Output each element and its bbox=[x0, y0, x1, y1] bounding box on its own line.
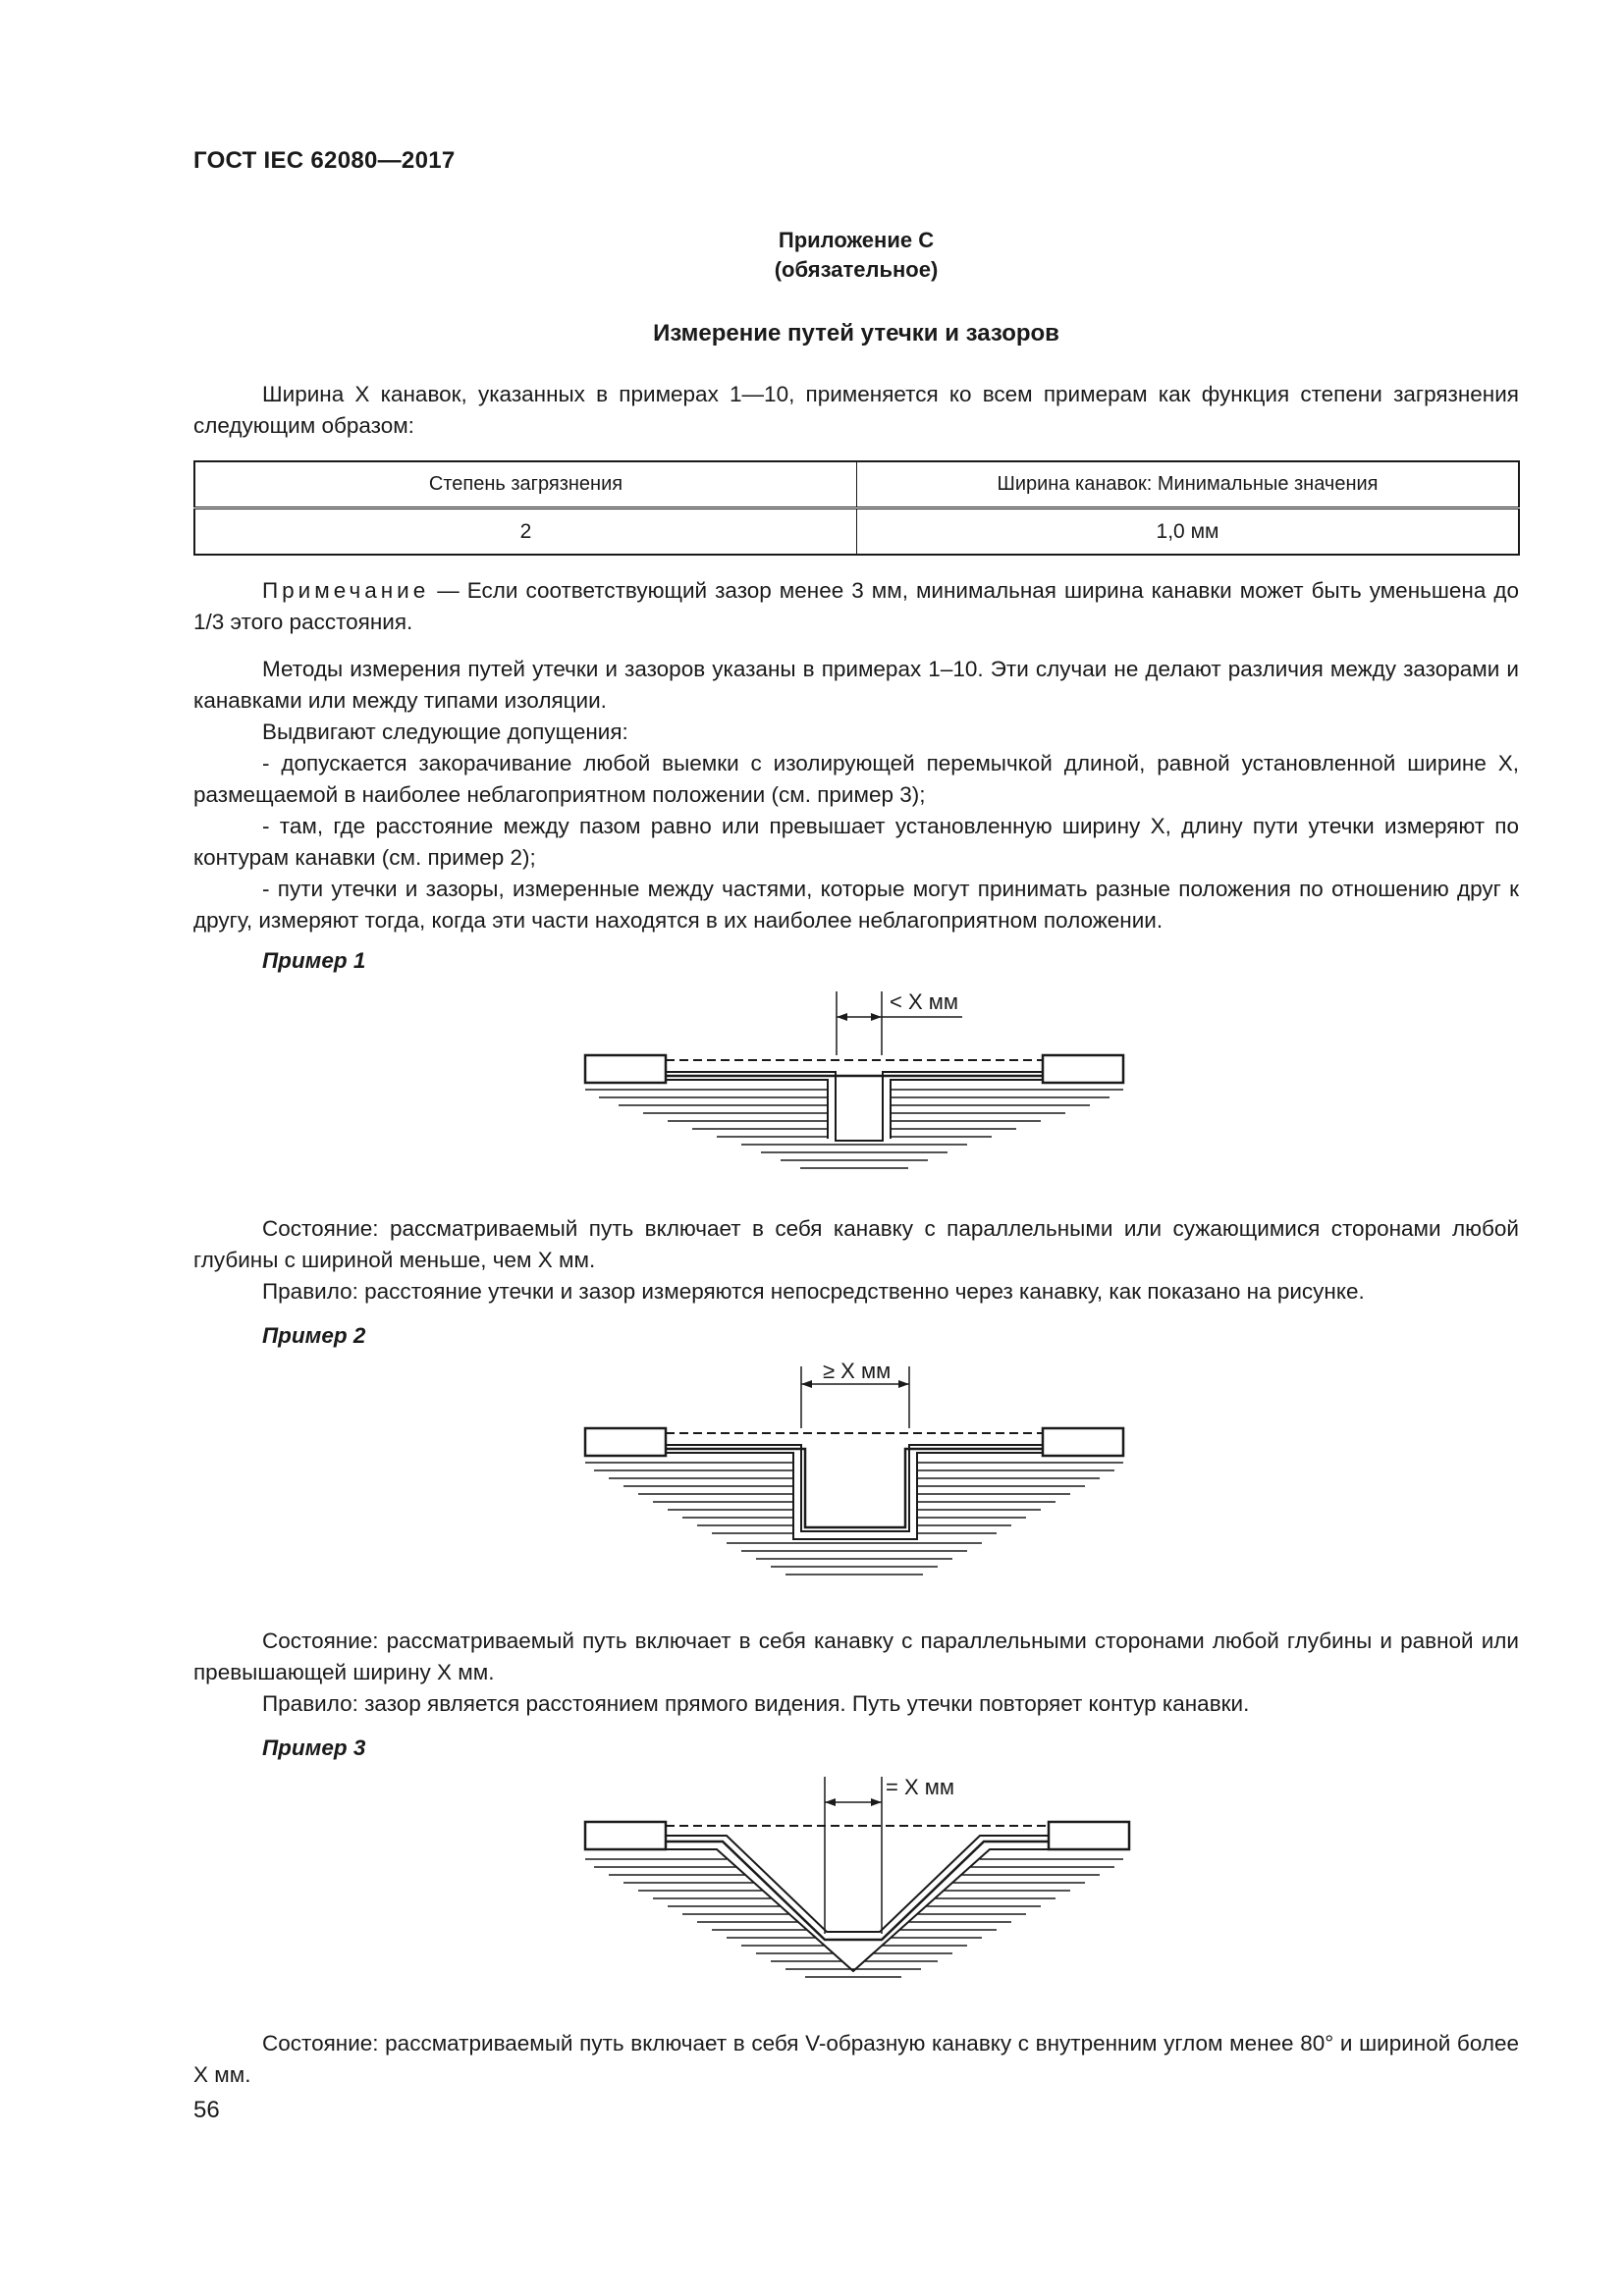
hatching bbox=[585, 1463, 1123, 1575]
example-2-title: Пример 2 bbox=[262, 1323, 366, 1348]
arrow-head bbox=[837, 1013, 847, 1021]
left-conductor bbox=[585, 1822, 666, 1849]
example-1-figure bbox=[569, 982, 1139, 1188]
note-text: — Если соответствующий зазор менее 3 мм, минимальная ширина канавки может быть уменьшена до 1/3 этого расстояния. bbox=[193, 578, 1519, 634]
left-conductor bbox=[585, 1428, 666, 1456]
note-paragraph bbox=[193, 575, 1519, 638]
example-2-rule: Правило: зазор является расстоянием прямого видения. Путь утечки повторяет контур канавки. bbox=[262, 1691, 1250, 1716]
assumption-item: - допускается закорачивание любой выемки с изолирующей перемычкой длиной, равной установленной ширине Х, размещаемой в наиболее неблагоприятном положении (см. пример 3); bbox=[193, 751, 1519, 807]
right-conductor bbox=[1043, 1428, 1123, 1456]
intro-paragraph: Ширина Х канавок, указанных в примерах 1—10, применяется ко всем примерам как функция степени загрязнения следующим образом: bbox=[193, 382, 1519, 438]
table-row bbox=[194, 508, 1519, 556]
hatching bbox=[585, 1090, 1123, 1168]
insulation-surface bbox=[666, 1445, 1043, 1531]
note-label: Примечание bbox=[262, 578, 430, 603]
assumption-item: - пути утечки и зазоры, измеренные между частями, которые могут принимать разные положения по отношению друг к другу, измеряют тогда, когда эти части находятся в их наиболее неблагоприятном положении. bbox=[193, 877, 1519, 933]
arrow-head bbox=[871, 1798, 882, 1806]
table-header-cell: Степень загрязнения bbox=[194, 461, 857, 508]
example-1-rule: Правило: расстояние утечки и зазор измеряются непосредственно через канавку, как показано на рисунке. bbox=[262, 1279, 1365, 1304]
annex-title: Приложение С bbox=[778, 228, 935, 252]
table-cell: 2 bbox=[194, 508, 857, 556]
dimension-label: = Х мм bbox=[886, 1775, 954, 1799]
table-cell: 1,0 мм bbox=[857, 508, 1520, 556]
assumption-item: - там, где расстояние между пазом равно или превышает установленную ширину Х, длину пути утечки измеряют по контурам канавки (см. пример 2); bbox=[193, 814, 1519, 870]
arrow-head bbox=[825, 1798, 836, 1806]
example-2-figure bbox=[569, 1355, 1139, 1590]
annex-heading bbox=[193, 226, 1519, 285]
insulation-surface bbox=[666, 1080, 1043, 1139]
example-2-condition: Состояние: рассматриваемый путь включает в себя канавку с параллельными сторонами любой глубины и равной или превышающей ширину Х мм. bbox=[193, 1629, 1519, 1684]
insulation-surface bbox=[666, 1072, 1043, 1141]
methods-paragraph: Методы измерения путей утечки и зазоров указаны в примерах 1–10. Эти случаи не делают различия между зазорами и канавками или между типами изоляции. bbox=[193, 657, 1519, 713]
annex-subtitle: (обязательное) bbox=[774, 257, 939, 282]
hatching bbox=[585, 1859, 1123, 1977]
dimension-label: < Х мм bbox=[890, 989, 958, 1014]
left-conductor bbox=[585, 1055, 666, 1083]
example-1-condition: Состояние: рассматриваемый путь включает в себя канавку с параллельными или сужающимися сторонами любой глубины с шириной меньше, чем Х мм. bbox=[193, 1216, 1519, 1272]
creepage-path bbox=[666, 1449, 1043, 1527]
table-header-cell: Ширина канавок: Минимальные значения bbox=[857, 461, 1520, 508]
example-3-title: Пример 3 bbox=[262, 1735, 366, 1760]
arrow-head bbox=[801, 1380, 812, 1388]
document-code: ГОСТ IEC 62080—2017 bbox=[193, 147, 456, 174]
page-number: 56 bbox=[193, 2097, 220, 2123]
example-3-figure bbox=[569, 1767, 1139, 1993]
dimension-label: ≥ Х мм bbox=[823, 1359, 892, 1383]
section-title: Измерение путей утечки и зазоров bbox=[653, 320, 1059, 347]
right-conductor bbox=[1043, 1055, 1123, 1083]
table-header-row bbox=[194, 461, 1519, 508]
arrow-head bbox=[898, 1380, 909, 1388]
pollution-table bbox=[193, 460, 1520, 556]
example-1-title: Пример 1 bbox=[262, 948, 366, 973]
arrow-head bbox=[871, 1013, 882, 1021]
example-3-condition: Состояние: рассматриваемый путь включает в себя V-образную канавку с внутренним углом менее 80° и шириной более Х мм. bbox=[193, 2031, 1519, 2087]
right-conductor bbox=[1049, 1822, 1129, 1849]
assumptions-intro: Выдвигают следующие допущения: bbox=[262, 720, 628, 744]
